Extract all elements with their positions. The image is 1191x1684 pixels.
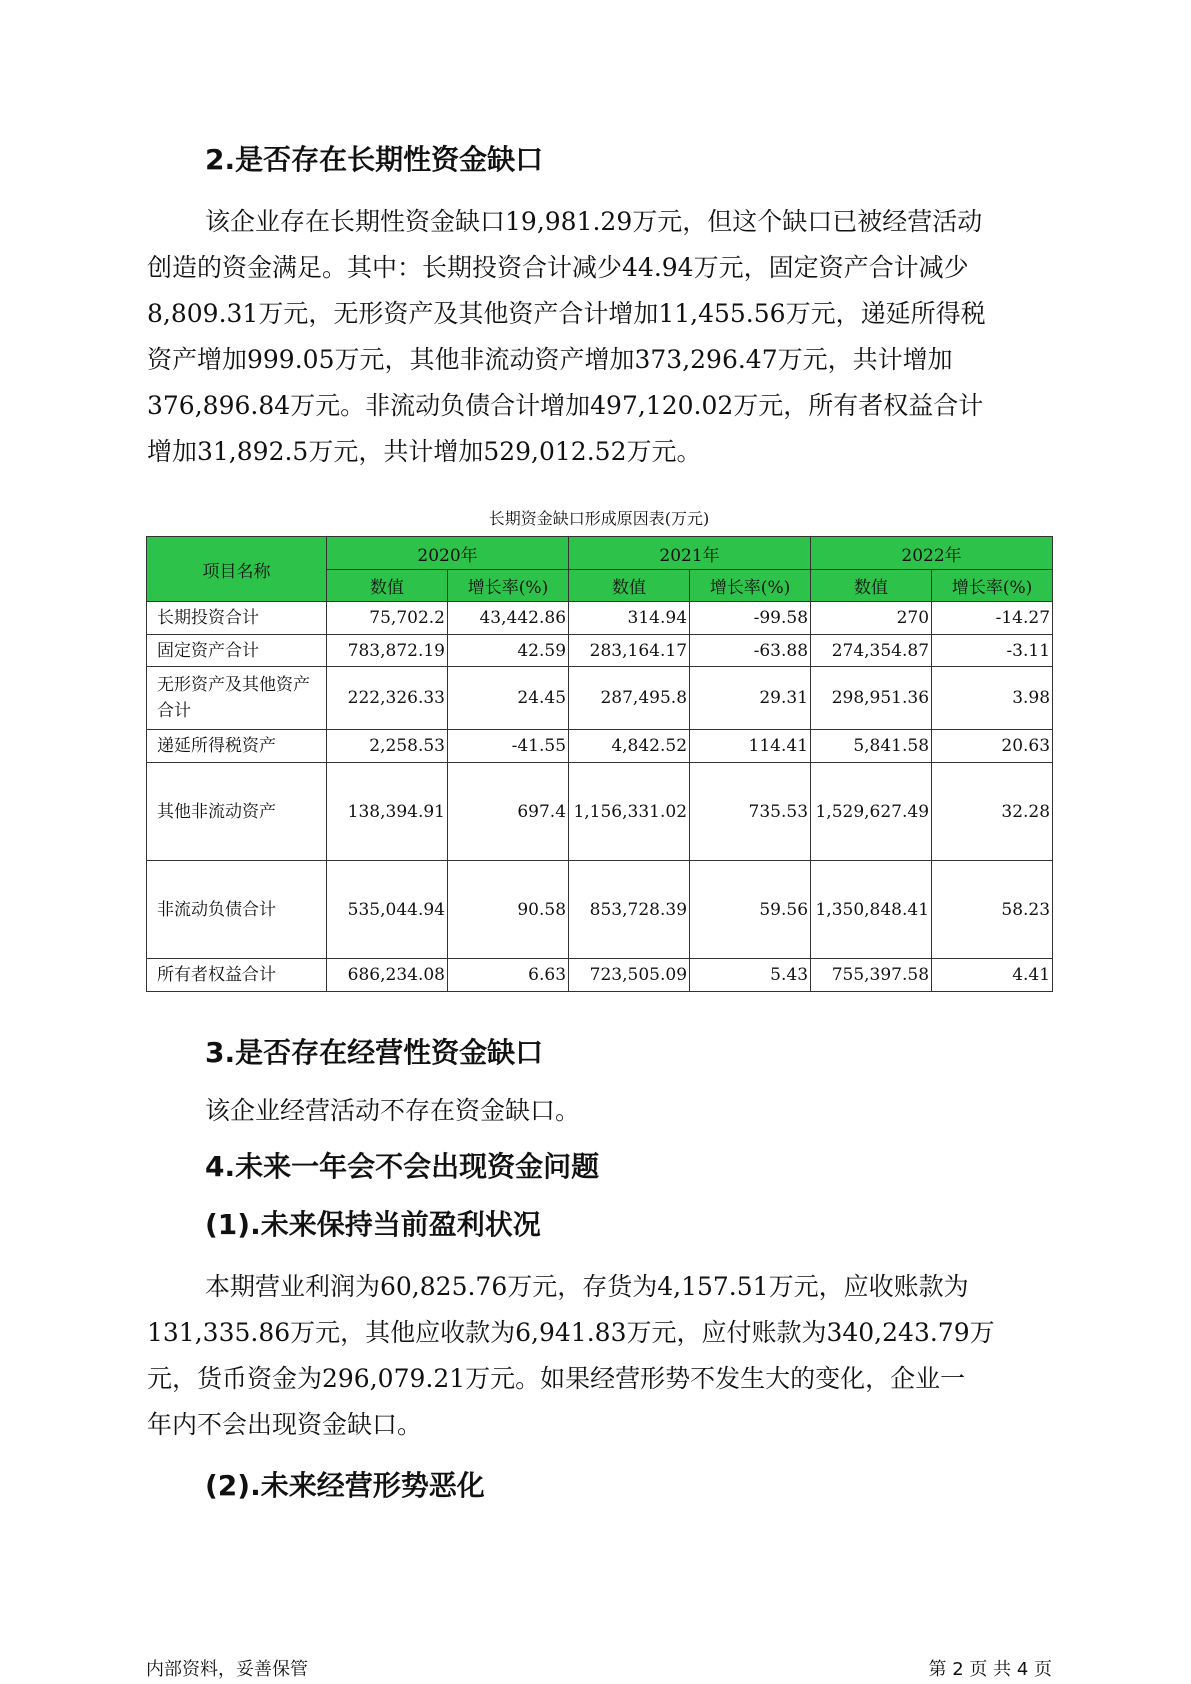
page-number: 第 2 页 共 4 页 [928,1659,1052,1680]
cell-value-2021: 1,156,331.02 [569,763,690,861]
header-year-2021: 2021年 [569,537,811,570]
header-growth-rate: 增长率(%) [690,570,811,602]
table-row [147,861,1053,959]
cell-value-2020: 535,044.94 [327,861,448,959]
row-name: 无形资产及其他资产合计 [147,667,327,730]
cell-rate-2020: 6.63 [448,959,569,992]
table-row [147,667,1053,730]
cell-value-2021: 283,164.17 [569,635,690,667]
cell-value-2022: 755,397.58 [811,959,932,992]
paragraph-line: 131,335.86万元，其他应收款为6,941.83万元，应付账款为340,243.79万 [147,1318,995,1347]
table-row [147,635,1053,667]
cell-value-2021: 4,842.52 [569,730,690,763]
cell-rate-2022: -14.27 [932,602,1053,635]
row-name: 固定资产合计 [147,635,327,667]
cell-value-2022: 270 [811,602,932,635]
table-row [147,730,1053,763]
cell-value-2022: 5,841.58 [811,730,932,763]
cell-rate-2020: 42.59 [448,635,569,667]
cell-rate-2020: -41.55 [448,730,569,763]
paragraph-line: 资产增加999.05万元，其他非流动资产增加373,296.47万元，共计增加 [147,345,953,374]
cell-value-2021: 853,728.39 [569,861,690,959]
section-3-heading: 3.是否存在经营性资金缺口 [205,1036,544,1069]
cell-value-2022: 1,350,848.41 [811,861,932,959]
row-name: 递延所得税资产 [147,730,327,763]
cell-value-2022: 298,951.36 [811,667,932,730]
section-2-paragraph [147,199,1057,475]
paragraph-line: 8,809.31万元，无形资产及其他资产合计增加11,455.56万元，递延所得税 [147,299,986,328]
header-growth-rate: 增长率(%) [448,570,569,602]
paragraph-line: 创造的资金满足。其中：长期投资合计减少44.94万元，固定资产合计减少 [147,253,969,282]
paragraph-line: 该企业经营活动不存在资金缺口。 [205,1096,581,1125]
cell-value-2021: 723,505.09 [569,959,690,992]
cell-rate-2021: 114.41 [690,730,811,763]
table-row [147,763,1053,861]
section-3-paragraph [147,1088,1057,1134]
cell-rate-2022: 58.23 [932,861,1053,959]
header-growth-rate: 增长率(%) [932,570,1053,602]
header-year-2020: 2020年 [327,537,569,570]
table-row [147,959,1053,992]
cell-value-2020: 2,258.53 [327,730,448,763]
header-year-2022: 2022年 [811,537,1053,570]
row-name: 其他非流动资产 [147,763,327,861]
cell-rate-2021: -63.88 [690,635,811,667]
row-name: 非流动负债合计 [147,861,327,959]
cell-rate-2021: 59.56 [690,861,811,959]
cell-value-2020: 686,234.08 [327,959,448,992]
cell-value-2020: 75,702.2 [327,602,448,635]
cell-rate-2020: 24.45 [448,667,569,730]
header-value: 数值 [569,570,690,602]
cell-value-2020: 222,326.33 [327,667,448,730]
cell-rate-2021: 5.43 [690,959,811,992]
cell-value-2021: 314.94 [569,602,690,635]
paragraph-line: 年内不会出现资金缺口。 [147,1410,423,1439]
row-name: 所有者权益合计 [147,959,327,992]
header-item-name: 项目名称 [147,537,327,602]
section-4-heading: 4.未来一年会不会出现资金问题 [205,1150,600,1183]
cell-rate-2022: 3.98 [932,667,1053,730]
cell-value-2020: 783,872.19 [327,635,448,667]
header-value: 数值 [811,570,932,602]
cell-rate-2022: 4.41 [932,959,1053,992]
cell-value-2020: 138,394.91 [327,763,448,861]
cell-value-2022: 274,354.87 [811,635,932,667]
cell-rate-2020: 43,442.86 [448,602,569,635]
cell-rate-2021: -99.58 [690,602,811,635]
section-2-heading: 2.是否存在长期性资金缺口 [205,143,544,176]
cell-rate-2021: 29.31 [690,667,811,730]
section-4-1-heading: (1).未来保持当前盈利状况 [205,1208,541,1241]
cell-rate-2022: 32.28 [932,763,1053,861]
long-term-capital-gap-table [146,536,1053,992]
paragraph-line: 元，货币资金为296,079.21万元。如果经营形势不发生大的变化，企业一 [147,1364,966,1393]
header-value: 数值 [327,570,448,602]
table-row [147,602,1053,635]
row-name: 长期投资合计 [147,602,327,635]
cell-rate-2022: 20.63 [932,730,1053,763]
cell-rate-2021: 735.53 [690,763,811,861]
paragraph-line: 该企业存在长期性资金缺口19,981.29万元，但这个缺口已被经营活动 [205,207,983,236]
paragraph-line: 376,896.84万元。非流动负债合计增加497,120.02万元，所有者权益合计 [147,391,984,420]
cell-value-2021: 287,495.8 [569,667,690,730]
footer-note: 内部资料，妥善保管 [146,1659,308,1680]
paragraph-line: 增加31,892.5万元，共计增加529,012.52万元。 [147,437,702,466]
cell-rate-2022: -3.11 [932,635,1053,667]
paragraph-line: 本期营业利润为60,825.76万元，存货为4,157.51万元，应收账款为 [205,1272,969,1301]
cell-rate-2020: 90.58 [448,861,569,959]
cell-rate-2020: 697.4 [448,763,569,861]
cell-value-2022: 1,529,627.49 [811,763,932,861]
section-4-2-heading: (2).未来经营形势恶化 [205,1469,485,1502]
section-4-1-paragraph [147,1264,1057,1448]
table-caption: 长期资金缺口形成原因表(万元) [488,509,710,528]
